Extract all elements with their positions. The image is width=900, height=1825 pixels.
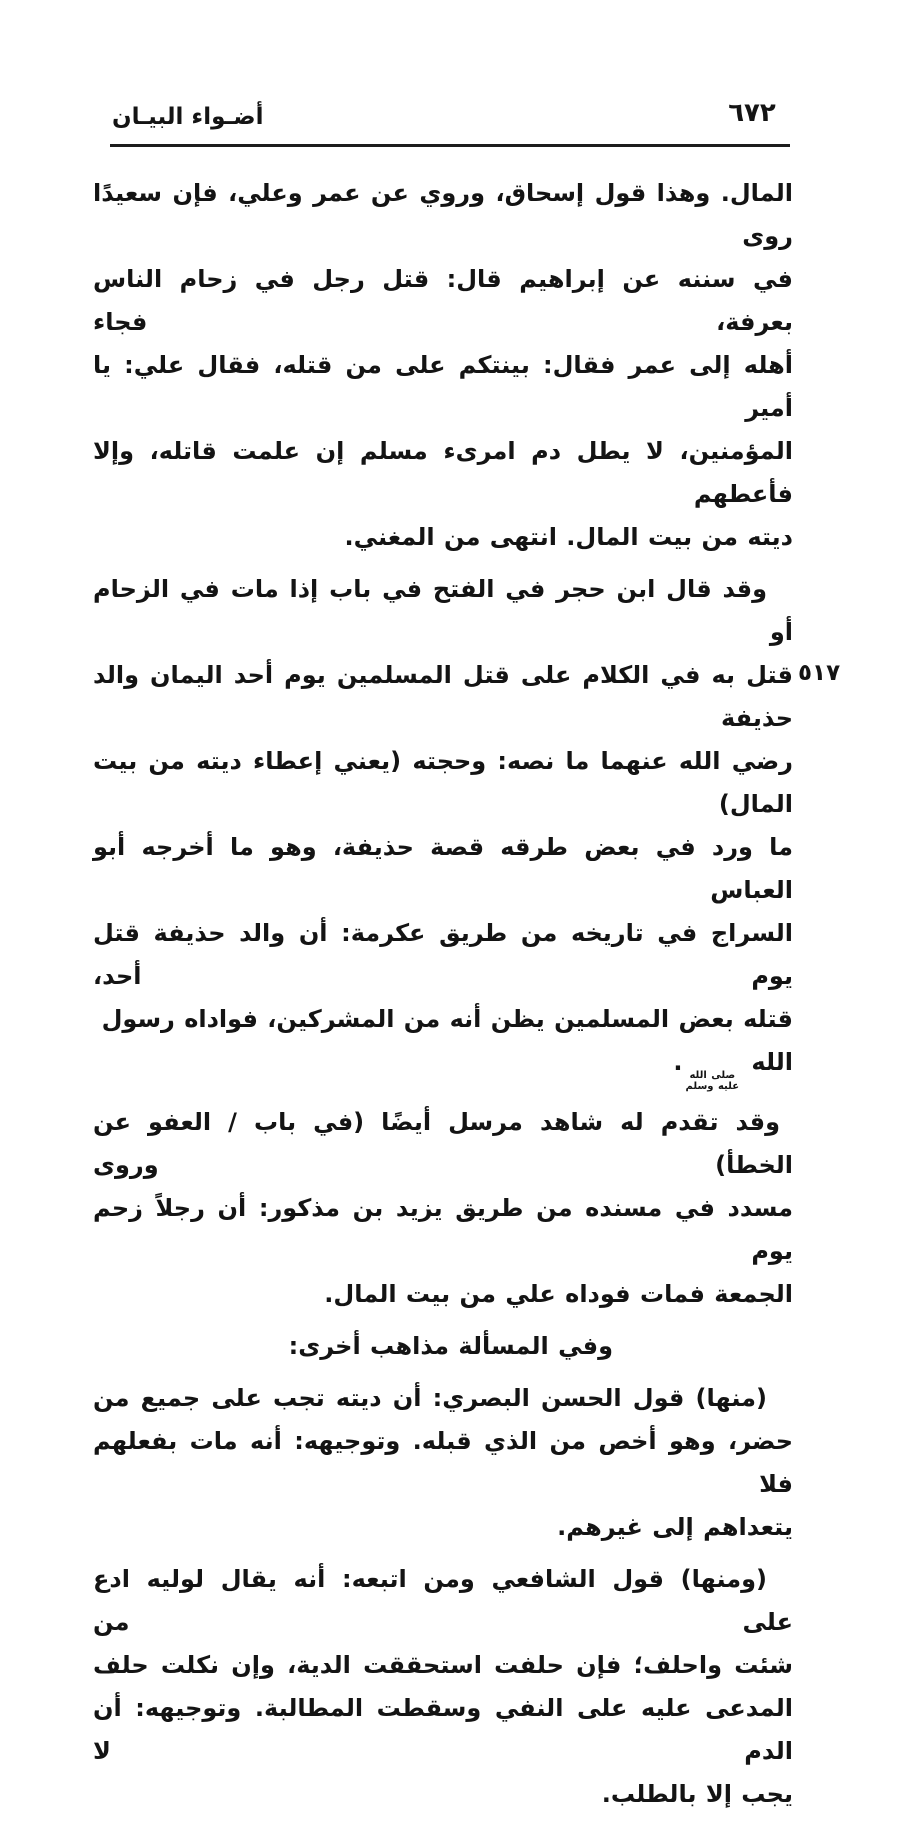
text-line: المدعى عليه على النفي وسقطت المطالبة. وتوجيهه: أن الدم لا xyxy=(93,1694,793,1765)
page-body xyxy=(93,172,793,1825)
text-line: مسدد في مسنده من طريق يزيد بن مذكور: أن رجلاً زحم يوم xyxy=(93,1194,793,1265)
text-line: (ومنها) قول الشافعي ومن اتبعه: أنه يقال لوليه ادع على من xyxy=(93,1565,793,1636)
text-line: المؤمنين، لا يطل دم امرىء مسلم إن علمت قاتله، وإلا فأعطهم xyxy=(93,437,793,508)
paragraph xyxy=(93,568,793,1092)
book-title: أضـواء البيـان xyxy=(112,104,264,130)
text-line: وقد قال ابن حجر في الفتح في باب إذا مات في الزحام أو xyxy=(93,575,793,646)
paragraph xyxy=(93,1377,793,1549)
honorific-bottom: عليه وسلم xyxy=(685,1081,740,1092)
text-line: ديته من بيت المال. انتهى من المغني. xyxy=(344,523,793,551)
text-segment: قتله بعض المسلمين يظن أنه من المشركين، فواداه رسول الله xyxy=(101,1005,793,1076)
text-line: وقد تقدم له شاهد مرسل أيضًا (في باب / العفو عن الخطأ) وروى xyxy=(93,1108,793,1179)
text-line: في سننه عن إبراهيم قال: قتل رجل في زحام الناس بعرفة، فجاء xyxy=(93,265,793,336)
honorific-period: . xyxy=(673,1048,683,1076)
paragraph xyxy=(93,172,793,559)
text-line: المال. وهذا قول إسحاق، وروي عن عمر وعلي، فإن سعيدًا روى xyxy=(93,179,793,250)
text-line: شئت واحلف؛ فإن حلفت استحققت الدية، وإن نكلت حلف xyxy=(93,1651,793,1679)
margin-hadith-number: ٥١٧ xyxy=(798,660,841,686)
page-number: ٦٧٢ xyxy=(728,98,776,128)
text-line: يجب إلا بالطلب. xyxy=(601,1780,793,1808)
paragraph xyxy=(93,1325,793,1368)
text-line: حضر، وهو أخص من الذي قبله. وتوجيهه: أنه مات بفعلهم فلا xyxy=(93,1427,793,1498)
paragraph xyxy=(93,1101,793,1316)
honorific-top: صلى الله xyxy=(689,1070,736,1081)
text-line: ما ورد في بعض طرقه قصة حذيفة، وهو ما أخرجه أبو العباس xyxy=(93,833,793,904)
text-line: رضي الله عنهما ما نصه: وحجته (يعني إعطاء ديته من بيت المال) xyxy=(93,747,793,818)
paragraph xyxy=(93,1558,793,1816)
text-line: أهله إلى عمر فقال: بينتكم على من قتله، فقال علي: يا أمير xyxy=(93,351,793,422)
text-line: (منها) قول الحسن البصري: أن ديته تجب على جميع من xyxy=(93,1384,767,1412)
text-line xyxy=(93,998,793,1092)
text-line: الجمعة فمات فوداه علي من بيت المال. xyxy=(324,1280,793,1308)
text-line: يتعداهم إلى غيرهم. xyxy=(557,1513,793,1541)
text-line: وفي المسألة مذاهب أخرى: xyxy=(288,1332,613,1360)
honorific-saw xyxy=(686,1070,740,1092)
header-rule xyxy=(110,144,790,147)
text-line: السراج في تاريخه من طريق عكرمة: أن والد حذيفة قتل يوم أحد، xyxy=(93,919,793,990)
text-line: قتل به في الكلام على قتل المسلمين يوم أحد اليمان والد حذيفة xyxy=(93,661,793,732)
